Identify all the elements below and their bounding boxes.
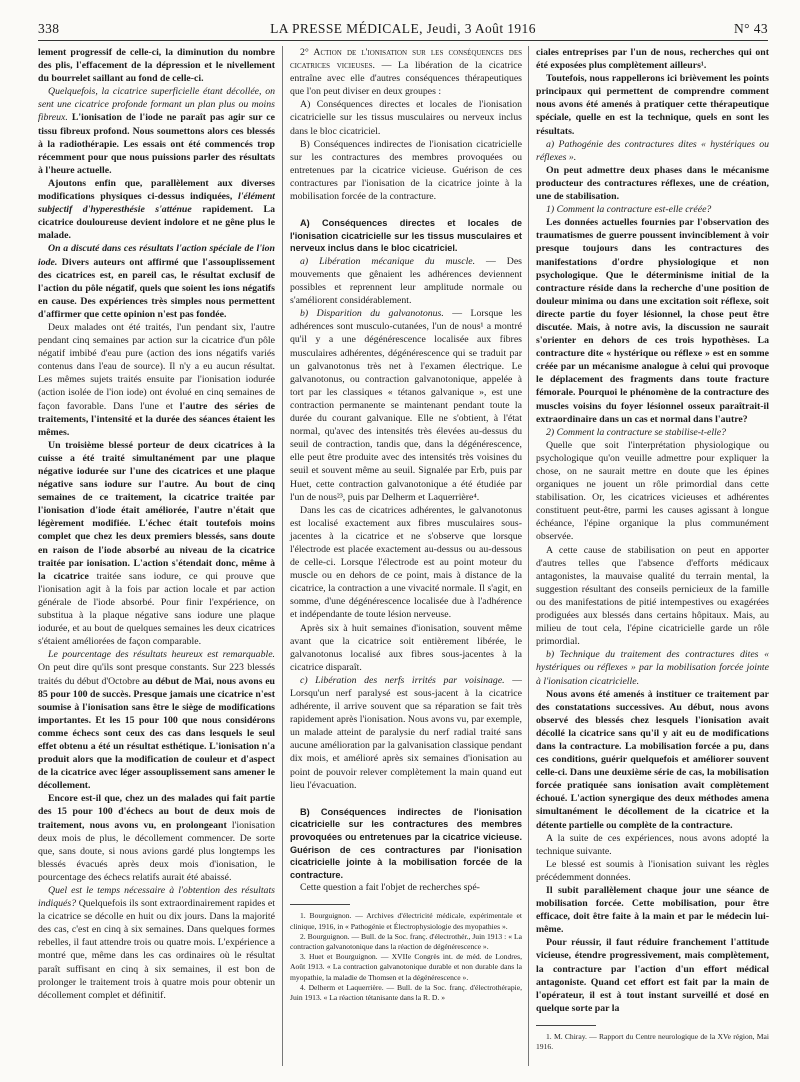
paragraph: Nous avons été amenés à instituer ce traitement par des constatations successives. Au début, nous avons observé des blessés chez lesquels l'ionisation avait décollé la cicatrice sans qu'il y ait eu de modifications dans la contracture. La mobilisation forcée a pu, dans ces conditions, guérir quelquefois et améliorer souvent celle-ci. Dans une deuxième série de cas, la mobilisation forcée pratiquée sans ionisation avait complètement échoué. L'action synergique des deux méthodes amena simultanément le décollement de la cicatrice et la détente partielle ou complète de la contracture. — [536, 688, 769, 831]
question-heading: 2) Comment la contracture se stabilise-t-elle? — [546, 426, 727, 438]
paragraph: A la suite de ces expériences, nous avons adopté la technique suivante. — [536, 832, 769, 857]
footnote-divider — [536, 1025, 596, 1026]
paragraph: Les données actuelles fournies par l'observation des traumatismes de guerre poussent invinciblement à voir presque toujours dans les contractures des manifestations d'ordre physiologique et non psychologique. Que le déterminisme initial de la contracture réside dans la recherche d'une position de douleur minima ou dans une excitation soit réflexe, soit directe partie du foyer lésionnel, la chose peut être discutée. Mais, à notre avis, la discussion ne saurait s'orienter en dehors de ces trois hypothèses. La contracture dite « hystérique ou réflexe » est en somme créée par un mécanisme analogue à celui qui provoque le déplacement des fragments dans toute fracture fémorale. Pourquoi le phénomène de la contracture des muscles voisins du foyer lésionnel osseux paraîtrait-il extraordinaire dans un cas et normal dans l'autre? — [536, 217, 769, 425]
page-number: 338 — [38, 21, 60, 36]
footnote-divider — [290, 904, 350, 905]
footnote: 1. Bourguignon. — Archives d'électricité médicale, expérimentale et clinique, 1916, in « Pathogénie et Électrophysiologie des myopathies ». — [290, 911, 522, 931]
page-header — [38, 20, 768, 41]
subsection-heading: B) Conséquences indirectes de l'ionisation cicatricielle sur les contractures des membres provoquées ou entretenues par la cicatrice vicieuse. Guérison de ces contractures par l'ionisation cicatricielle jointe à la mobilisation forcée de la contracture. — [290, 806, 522, 880]
paragraph: Toutefois, nous rappellerons ici brièvement les points principaux qui permettent de comprendre comment nous avons été amenés à pratiquer cette thérapeutique spéciale, quelle en est la technique, quels en sont les résultats. — [536, 73, 769, 137]
paragraph: A cette cause de stabilisation on peut en apporter d'autres telles que l'absence d'efforts médicaux antagonistes, la mauvaise qualité du terrain mental, la suggestion résultant des conseils pernicieux de la famille ou des manifestations de pitié intempestives ou exagérées prodiguées aux blessés dans certains hôpitaux. Mais, au milieu de tout cela, l'épine cicatricielle garde un rôle primordial. — [536, 544, 769, 648]
paragraph: lement progressif de celle-ci, la diminution du nombre des plis, l'effacement de la dépression et le nivellement du bourrelet saillant au fond de celle-ci. — [38, 47, 275, 85]
paragraph: c) Libération des nerfs irrités par voisinage. — Lorsqu'un nerf paralysé est sous-jacent à la cicatrice adhérente, il arrive souvent que sa réparation se fait très rapidement après l'ionisation. Nous avons vu, par exemple, un malade atteint de paralysie du nerf radial traité sans aucune amélioration par la galvanisation classique pendant dix mois, et amélioré après six semaines d'ionisation au point de pouvoir relever complètement la main quand eut lieu l'évacuation. — [290, 674, 522, 791]
paragraph: Quelquefois, la cicatrice superficielle étant décollée, on sent une cicatrice profonde formant un plan plus ou moins fibreux. L'ionisation de l'iode ne paraît pas agir sur ce tissu fibreux profond. Nous soumettons alors ces blessés à la radiothérapie. Les essais ont été commencés trop récemment pour que nous puissions parler des résultats à l'heure actuelle. — [38, 86, 275, 176]
footnote: 2. Bourguignon. — Bull. de la Soc. franç. d'électrothér., Juin 1913 : « La contraction galvanotonique dans la réaction de dégénérescence ». — [290, 931, 522, 952]
paragraph: Cette question a fait l'objet de recherches spé- — [300, 882, 480, 894]
column-left — [38, 46, 275, 1066]
paragraph: Le blessé est soumis à l'ionisation suivant les règles précédemment données. — [536, 858, 769, 883]
section-heading: 2° Action de l'ionisation sur les conséquences des cicatrices vicieuses. — La libération de la cicatrice entraîne avec elle d'autres conséquences thérapeutiques que l'on peut diviser en deux groupes : — [290, 47, 522, 98]
subsection-heading: a) Pathogénie des contractures dites « hystériques ou réflexes ». — [536, 138, 769, 163]
list-item: B) Conséquences indirectes de l'ionisation cicatricielle sur les contractures des membres provoquées ou entretenues par la cicatrice vicieuse. Guérison de ces contractures par l'ionisation de la cicatrice jointe à la mobilisation forcée de la contracture. — [290, 138, 522, 203]
paragraph: On peut admettre deux phases dans le mécanisme producteur des contractures réflexes, une de création, une de stabilisation. — [536, 164, 769, 203]
paragraph: Quelle que soit l'interprétation physiologique ou psychologique qu'on veuille admettre pour expliquer la chose, on ne saurait mettre en doute que les épines organiques ne jouent un rôle primordial dans cette stabilisation. Or, les cicatrices vicieuses et adhérentes constituent peut-être, parmi les causes agissant à longue échéance, l'épine organique la plus communément observée. — [536, 439, 769, 543]
paragraph: Le pourcentage des résultats heureux est remarquable. On peut dire qu'ils sont presque constants. Sur 223 blessés traités du début d'Octobre au début de Mai, nous avons eu 85 pour 100 de succès. Presque jamais une cicatrice n'est soumise à l'ionisation sans être le siège de modifications importantes. Et les 15 pour 100 que nous considérons comme échecs sont ceux des cas dans lesquels le seul effet obtenu a été un résultat esthétique. L'ionisation n'a produit alors que la modification de couleur et d'aspect de la cicatrice avec léger assouplissement sans amener le décollement. — [38, 649, 275, 792]
paragraph: Ajoutons enfin que, parallèlement aux diverses modifications physiques ci-dessus indiquées, l'élément subjectif d'hyperesthésie s'atténue rapidement. La cicatrice douloureuse devient indolore et ne gêne plus le malade. — [38, 177, 275, 242]
footnote: 3. Huet et Bourguignon. — XVIIe Congrès int. de méd. de Londres, Août 1913. « La contraction galvanotonique durable et non durable dans la myopathie, la maladie de Thomsen et la dégénérescence ». — [290, 952, 522, 982]
paragraph: Après six à huit semaines d'ionisation, souvent même avant que la cicatrice soit entièrement libérée, le galvanotonus localisé aux fibres sous-jacentes à la cicatrice disparaît. — [290, 622, 522, 673]
paragraph: Pour réussir, il faut réduire franchement l'attitude vicieuse, étendre progressivement, mais complètement, la contracture par l'action d'un effort médical antagoniste. Quand cet effort est fait par la main de l'opérateur, il est à tout instant surveillé et dosé en quelque sorte par la — [536, 937, 769, 1014]
paragraph: Dans les cas de cicatrices adhérentes, le galvanotonus est localisé exactement aux fibres musculaires sous-jacentes à la cicatrice et ne s'observe que lorsque l'électrode est placée exactement au-dessus ou au-dessous de celle-ci. Lorsque l'électrode est au point moteur du muscle ou en dehors de ce point, mais à distance de la cicatrice, la contraction a une vivacité normale. Il s'agit, en somme, d'une dégénérescence localisée due à l'adhérence et indépendante de toute lésion nerveuse. — [290, 504, 522, 621]
subsection-heading: A) Conséquences directes et locales de l'ionisation cicatricielle sur les tissus musculaires et nerveux inclus dans le bloc cicatriciel. — [290, 218, 522, 254]
paragraph: Quel est le temps nécessaire à l'obtention des résultats indiqués? Quelquefois ils sont extraordinairement rapides et la cicatrice se décolle en huit ou dix jours. Dans la majorité des cas, c'est en cinq à six semaines. Dans quelques formes rebelles, il faut attendre trois ou quatre mois. L'expérience a montré que, même dans les cas ordinaires où le résultat paraît suffisant en cinq à six semaines, il est bon de prolonger le traitement trois à quatre mois pour obtenir un décollement complet et définitif. — [38, 885, 275, 1001]
paragraph: Un troisième blessé porteur de deux cicatrices à la cuisse a été traité simultanément par une plaque négative iodurée sur l'une des cicatrices et une plaque négative sans iodure sur l'autre. Au bout de cinq semaines de ce traitement, la cicatrice traitée par l'ionisation d'iode était améliorée, l'autre n'était que légèrement modifiée. L'échec était toutefois moins complet que chez les deux premiers blessés, sans doute en raison de l'iode absorbé au niveau de la cicatrice traitée par ionisation. L'action s'étendait donc, même à la cicatrice traitée sans iodure, ce qui prouve que l'ionisation agit à la fois par action locale et par action générale de l'iode absorbé. Pour finir l'expérience, on substitua à la plaque négative sans iodure une plaque iodurée, et au bout de quelques semaines les deux cicatrices s'étaient améliorées de façon comparable. — [38, 439, 275, 648]
paragraph: On a discuté dans ces résultats l'action spéciale de l'ion iode. Divers auteurs ont affirmé que l'assouplissement des cicatrices est, en pareil cas, le résultat exclusif de l'action du pôle négatif, quels que soient les ions négatifs en cause. Des expériences très simples nous permettent d'affirmer que cette opinion n'est pas fondée. — [38, 243, 275, 320]
subsection-heading: b) Technique du traitement des contractures dites « hystériques ou réflexes » par la mobilisation forcée jointe à l'ionisation cicatricielle. — [536, 649, 769, 687]
paragraph: a) Libération mécanique du muscle. — Des mouvements que gênaient les adhérences deviennent possibles et reprennent leur amplitude normale ou s'améliorent considérablement. — [290, 255, 522, 307]
paragraph: ciales entreprises par l'un de nous, recherches qui ont été exposées plus complètement ailleurs¹. — [536, 47, 769, 72]
paragraph: Il subit parallèlement chaque jour une séance de mobilisation forcée. Cette mobilisation, pour être efficace, doit être faite à la main et par le médecin lui-même. — [536, 885, 769, 936]
list-item: A) Conséquences directes et locales de l'ionisation cicatricielle sur les tissus musculaires ou nerveux inclus dans le bloc cicatriciel. — [290, 99, 522, 137]
question-heading: 1) Comment la contracture est-elle créée? — [546, 204, 712, 216]
footnote: 4. Delherm et Laquerrière. — Bull. de la Soc. franç. d'électrothérapie, Juin 1913. « La réaction tétanisante dans la R. D. » — [290, 982, 522, 1003]
footnote: 1. M. Chiray. — Rapport du Centre neurologique de la XVe région, Mai 1916. — [536, 1031, 769, 1052]
column-middle — [282, 46, 522, 1066]
paragraph: Encore est-il que, chez un des malades qui fait partie des 15 pour 100 d'échecs au bout de deux mois de traitement, nous avons vu, en prolongeant l'ionisation deux mois de plus, le décollement commencer. De sorte que, sans doute, si nous avions gardé plus longtemps les blessés évacués après deux mois d'ionisation, le pourcentage des échecs relatifs aurait été abaissé. — [38, 793, 275, 883]
column-right — [528, 46, 769, 1066]
journal-title: LA PRESSE MÉDICALE, Jeudi, 3 Août 1916 — [270, 21, 536, 36]
paragraph: Deux malades ont été traités, l'un pendant six, l'autre pendant cinq semaines par action sur la cicatrice d'un pôle négatif imbibé d'eau pure (action des ions négatifs variés contenus dans l'eau de source). Il n'y a eu aucun résultat. Les mêmes sujets traités ensuite par l'ionisation iodurée (action isolée de l'ion iode) ont évolué en cinq semaines de façon favorable. Dans l'une et l'autre des séries de traitements, l'intensité et la durée des séances étaient les mêmes. — [38, 321, 275, 438]
paragraph: b) Disparition du galvanotonus. — Lorsque les adhérences sont musculo-cutanées, l'un de nous¹ a montré qu'il y a une dégénérescence localisée aux fibres musculaires adhérentes, dégénérescence qui se traduit par un galvanotonus très net à l'examen électrique. Le galvanotonus, ou contraction galvanotonique, appelée à tort par les classiques « tétanos galvanique », est une contraction permanente se maintenant pendant toute la durée du courant galvanique. Elle ne s'obtient, à l'état normal, qu'avec des intensités très élevées au-dessus du seuil de contraction, tandis que, dans la dégénérescence, elle peut être produite avec des intensités très voisines du seuil et souvent même au seuil. Signalée par Erb, puis par Huet, cette contraction galvanotonique a été étudiée par l'un de nous²³, puis par Delherm et Laquerrière⁴. — [290, 308, 522, 503]
issue-number: N° 43 — [733, 21, 768, 36]
